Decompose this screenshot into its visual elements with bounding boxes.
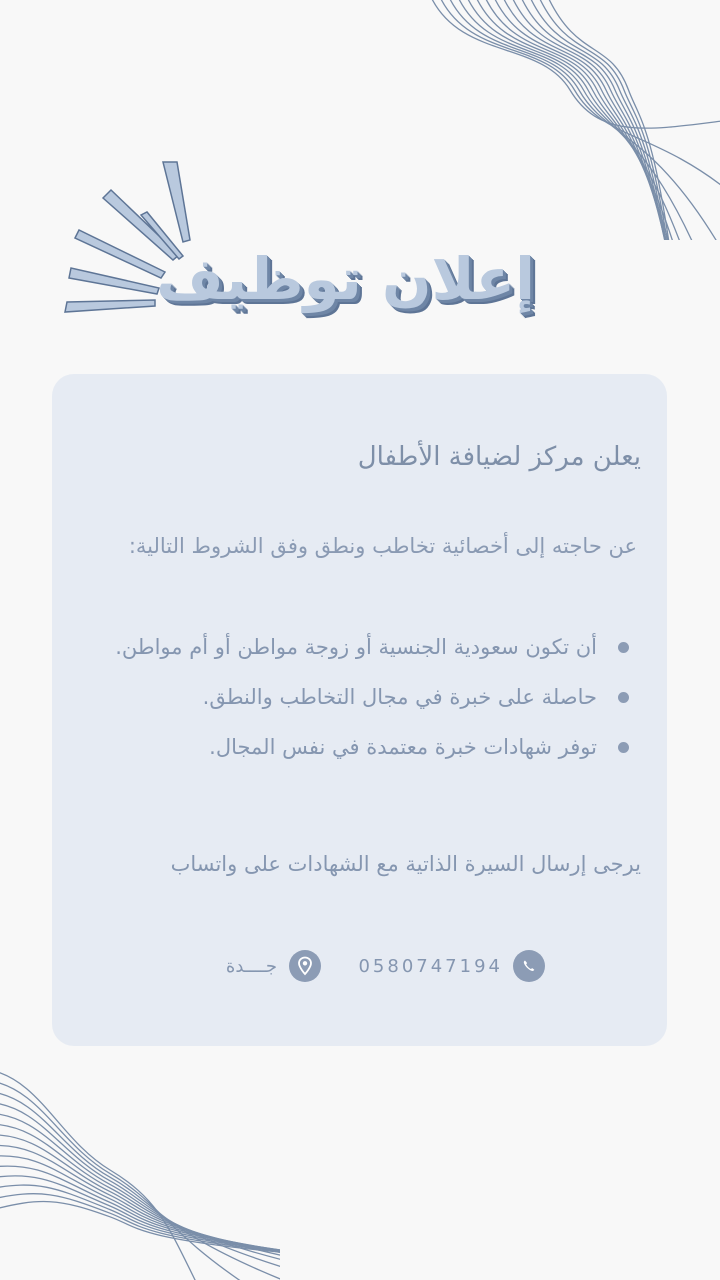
decorative-waves-bottom bbox=[0, 1060, 280, 1280]
bullet-icon bbox=[618, 642, 629, 653]
whatsapp-icon bbox=[513, 950, 545, 982]
wave-line bbox=[466, 0, 720, 240]
wave-line bbox=[457, 0, 720, 240]
wave-line bbox=[0, 1124, 280, 1280]
wave-line bbox=[0, 1092, 280, 1280]
wave-line bbox=[0, 1145, 280, 1280]
phone-number: 0580747194 bbox=[358, 955, 503, 977]
need-text: عن حاجته إلى أخصائية تخاطب ونطق وفق الشروط التالية: bbox=[128, 534, 637, 558]
wave-line bbox=[0, 1113, 280, 1280]
announcer-text: يعلن مركز لضيافة الأطفال bbox=[357, 442, 641, 472]
wave-line bbox=[475, 0, 720, 240]
wave-line bbox=[520, 0, 720, 240]
wave-line bbox=[0, 1156, 280, 1280]
wave-line bbox=[439, 0, 720, 192]
city-name: جــــدة bbox=[225, 955, 277, 977]
wave-line bbox=[0, 1176, 280, 1280]
wave-line bbox=[502, 0, 720, 240]
condition-text: توفر شهادات خبرة معتمدة في نفس المجال. bbox=[209, 735, 597, 759]
announcement-card bbox=[52, 374, 667, 1046]
wave-line bbox=[0, 1202, 280, 1280]
condition-item bbox=[115, 634, 629, 660]
wave-line bbox=[484, 0, 720, 240]
wave-line bbox=[0, 1102, 280, 1280]
wave-line bbox=[0, 1194, 280, 1280]
bullet-icon bbox=[618, 692, 629, 703]
condition-text: أن تكون سعودية الجنسية أو زوجة مواطن أو أم مواطن. bbox=[115, 635, 597, 659]
phone-contact[interactable] bbox=[358, 949, 545, 983]
wave-line bbox=[0, 1070, 200, 1280]
decorative-waves-top bbox=[420, 0, 720, 240]
wave-line bbox=[529, 0, 720, 240]
condition-item bbox=[115, 734, 629, 760]
bullet-icon bbox=[618, 742, 629, 753]
wave-line bbox=[0, 1166, 280, 1280]
wave-line bbox=[0, 1081, 254, 1280]
page-title: إعلان توظيف bbox=[156, 245, 535, 313]
wave-line bbox=[511, 0, 720, 240]
wave-line bbox=[493, 0, 720, 240]
wave-line bbox=[430, 0, 720, 128]
wave-line bbox=[448, 0, 720, 240]
city-contact bbox=[226, 949, 321, 983]
condition-text: حاصلة على خبرة في مجال التخاطب والنطق. bbox=[202, 685, 597, 709]
wave-line bbox=[0, 1135, 280, 1280]
title-block bbox=[156, 245, 535, 313]
condition-item bbox=[115, 684, 629, 710]
location-pin-icon bbox=[289, 950, 321, 982]
wave-line bbox=[547, 0, 720, 240]
send-cv-text: يرجى إرسال السيرة الذاتية مع الشهادات على واتساب bbox=[170, 852, 641, 876]
conditions-list bbox=[115, 634, 629, 784]
wave-line bbox=[0, 1185, 280, 1280]
wave-line bbox=[538, 0, 720, 240]
